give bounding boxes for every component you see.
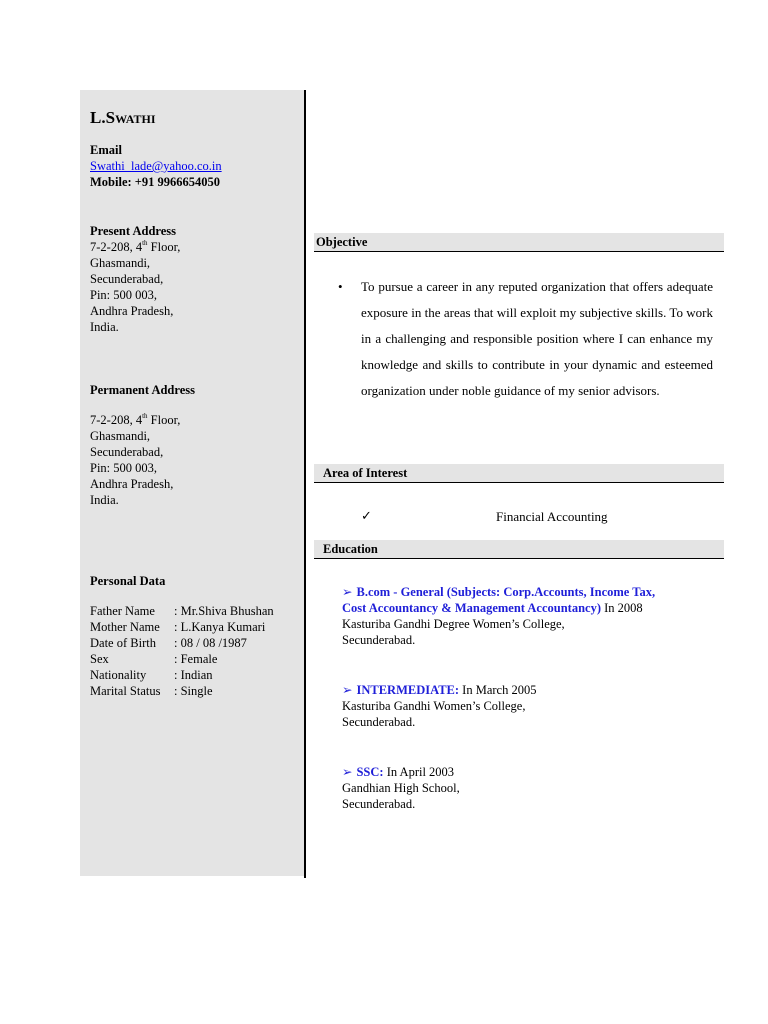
personal-row bbox=[90, 619, 274, 635]
education-date: In March 2005 bbox=[459, 683, 537, 697]
education-entry-heading bbox=[342, 764, 460, 780]
personal-row bbox=[90, 603, 274, 619]
present-address-line2: Ghasmandi, bbox=[90, 256, 151, 270]
education-city: Secunderabad. bbox=[342, 633, 416, 647]
objective-heading: Objective bbox=[314, 233, 724, 252]
permanent-address-line5: Andhra Pradesh, bbox=[90, 477, 174, 491]
column-divider bbox=[304, 90, 306, 878]
education-heading: Education bbox=[314, 540, 724, 559]
present-address-block bbox=[90, 223, 180, 335]
education-date: In 2008 bbox=[601, 601, 643, 615]
name-rest: WATHI bbox=[115, 112, 156, 126]
personal-row-key: Mother Name bbox=[90, 620, 160, 634]
permanent-address-line2: Ghasmandi, bbox=[90, 429, 151, 443]
personal-row-key: Sex bbox=[90, 652, 109, 666]
contact-block bbox=[90, 142, 222, 190]
email-label: Email bbox=[90, 143, 122, 157]
personal-row-value: : Indian bbox=[174, 668, 213, 682]
personal-row-key: Date of Birth bbox=[90, 636, 156, 650]
permanent-address-line1-sup: th bbox=[142, 412, 148, 420]
permanent-address-line4: Pin: 500 003, bbox=[90, 461, 158, 475]
education-entry-bcom bbox=[342, 584, 655, 648]
name-first: L. bbox=[90, 108, 106, 127]
personal-row bbox=[90, 635, 274, 651]
personal-row bbox=[90, 651, 274, 667]
present-address-title: Present Address bbox=[90, 224, 176, 238]
education-entry-heading bbox=[342, 584, 655, 600]
education-city: Secunderabad. bbox=[342, 715, 416, 729]
education-entry-heading2 bbox=[342, 600, 655, 616]
education-degree: INTERMEDIATE: bbox=[356, 683, 460, 697]
education-entry-intermediate bbox=[342, 682, 536, 730]
education-degree-cont: Cost Accountancy & Management Accountancy) bbox=[342, 601, 602, 615]
interest-item: Financial Accounting bbox=[496, 509, 608, 524]
personal-row bbox=[90, 667, 274, 683]
mobile-number: Mobile: +91 9966654050 bbox=[90, 175, 221, 189]
permanent-address-line1-pre: 7-2-208, 4 bbox=[90, 413, 143, 427]
education-date: In April 2003 bbox=[383, 765, 455, 779]
personal-row-value: : L.Kanya Kumari bbox=[174, 620, 266, 634]
candidate-name bbox=[90, 108, 156, 128]
checkmark-icon: ✓ bbox=[361, 508, 372, 523]
permanent-address-block bbox=[90, 382, 195, 508]
education-institution: Gandhian High School, bbox=[342, 781, 460, 795]
education-institution: Kasturiba Gandhi Women’s College, bbox=[342, 699, 526, 713]
email-link[interactable]: Swathi_lade@yahoo.co.in bbox=[90, 159, 222, 173]
arrow-icon: ➢ bbox=[342, 683, 353, 697]
personal-row-key: Nationality bbox=[90, 668, 147, 682]
personal-data-block bbox=[90, 573, 274, 699]
arrow-icon: ➢ bbox=[342, 585, 353, 599]
personal-row-key: Marital Status bbox=[90, 684, 161, 698]
personal-row-value: : 08 / 08 /1987 bbox=[174, 636, 247, 650]
personal-row-value: : Mr.Shiva Bhushan bbox=[174, 604, 274, 618]
name-cap: S bbox=[105, 108, 116, 127]
personal-row-key: Father Name bbox=[90, 604, 155, 618]
permanent-address-title: Permanent Address bbox=[90, 383, 195, 397]
present-address-line6: India. bbox=[90, 320, 119, 334]
area-of-interest-heading: Area of Interest bbox=[314, 464, 724, 483]
arrow-icon: ➢ bbox=[342, 765, 353, 779]
present-address-line4: Pin: 500 003, bbox=[90, 288, 158, 302]
education-institution: Kasturiba Gandhi Degree Women’s College, bbox=[342, 617, 565, 631]
permanent-address-line1-post: Floor, bbox=[147, 413, 181, 427]
education-degree: B.com - General (Subjects: Corp.Accounts, Income Tax, bbox=[356, 585, 656, 599]
education-degree: SSC: bbox=[356, 765, 384, 779]
present-address-line5: Andhra Pradesh, bbox=[90, 304, 174, 318]
education-city: Secunderabad. bbox=[342, 797, 416, 811]
personal-row bbox=[90, 683, 274, 699]
permanent-address-line3: Secunderabad, bbox=[90, 445, 164, 459]
present-address-line1 bbox=[90, 239, 180, 255]
personal-row-value: : Single bbox=[174, 684, 213, 698]
objective-bullet: • bbox=[338, 279, 343, 294]
present-address-line1-post: Floor, bbox=[147, 240, 181, 254]
present-address-line3: Secunderabad, bbox=[90, 272, 164, 286]
present-address-line1-sup: th bbox=[142, 239, 148, 247]
permanent-address-line1 bbox=[90, 412, 195, 428]
personal-row-value: : Female bbox=[174, 652, 218, 666]
objective-text: To pursue a career in any reputed organization that offers adequate exposure in the areas that will exploit my subjective skills. To work in a challenging and responsible position where I can enhance my knowledge and skills to contribute in your dynamic and esteemed organization under noble guidance of my senior advisors. bbox=[361, 279, 713, 398]
present-address-line1-pre: 7-2-208, 4 bbox=[90, 240, 143, 254]
education-entry-heading bbox=[342, 682, 536, 698]
permanent-address-line6: India. bbox=[90, 493, 119, 507]
education-entry-ssc bbox=[342, 764, 460, 812]
personal-data-title: Personal Data bbox=[90, 574, 166, 588]
